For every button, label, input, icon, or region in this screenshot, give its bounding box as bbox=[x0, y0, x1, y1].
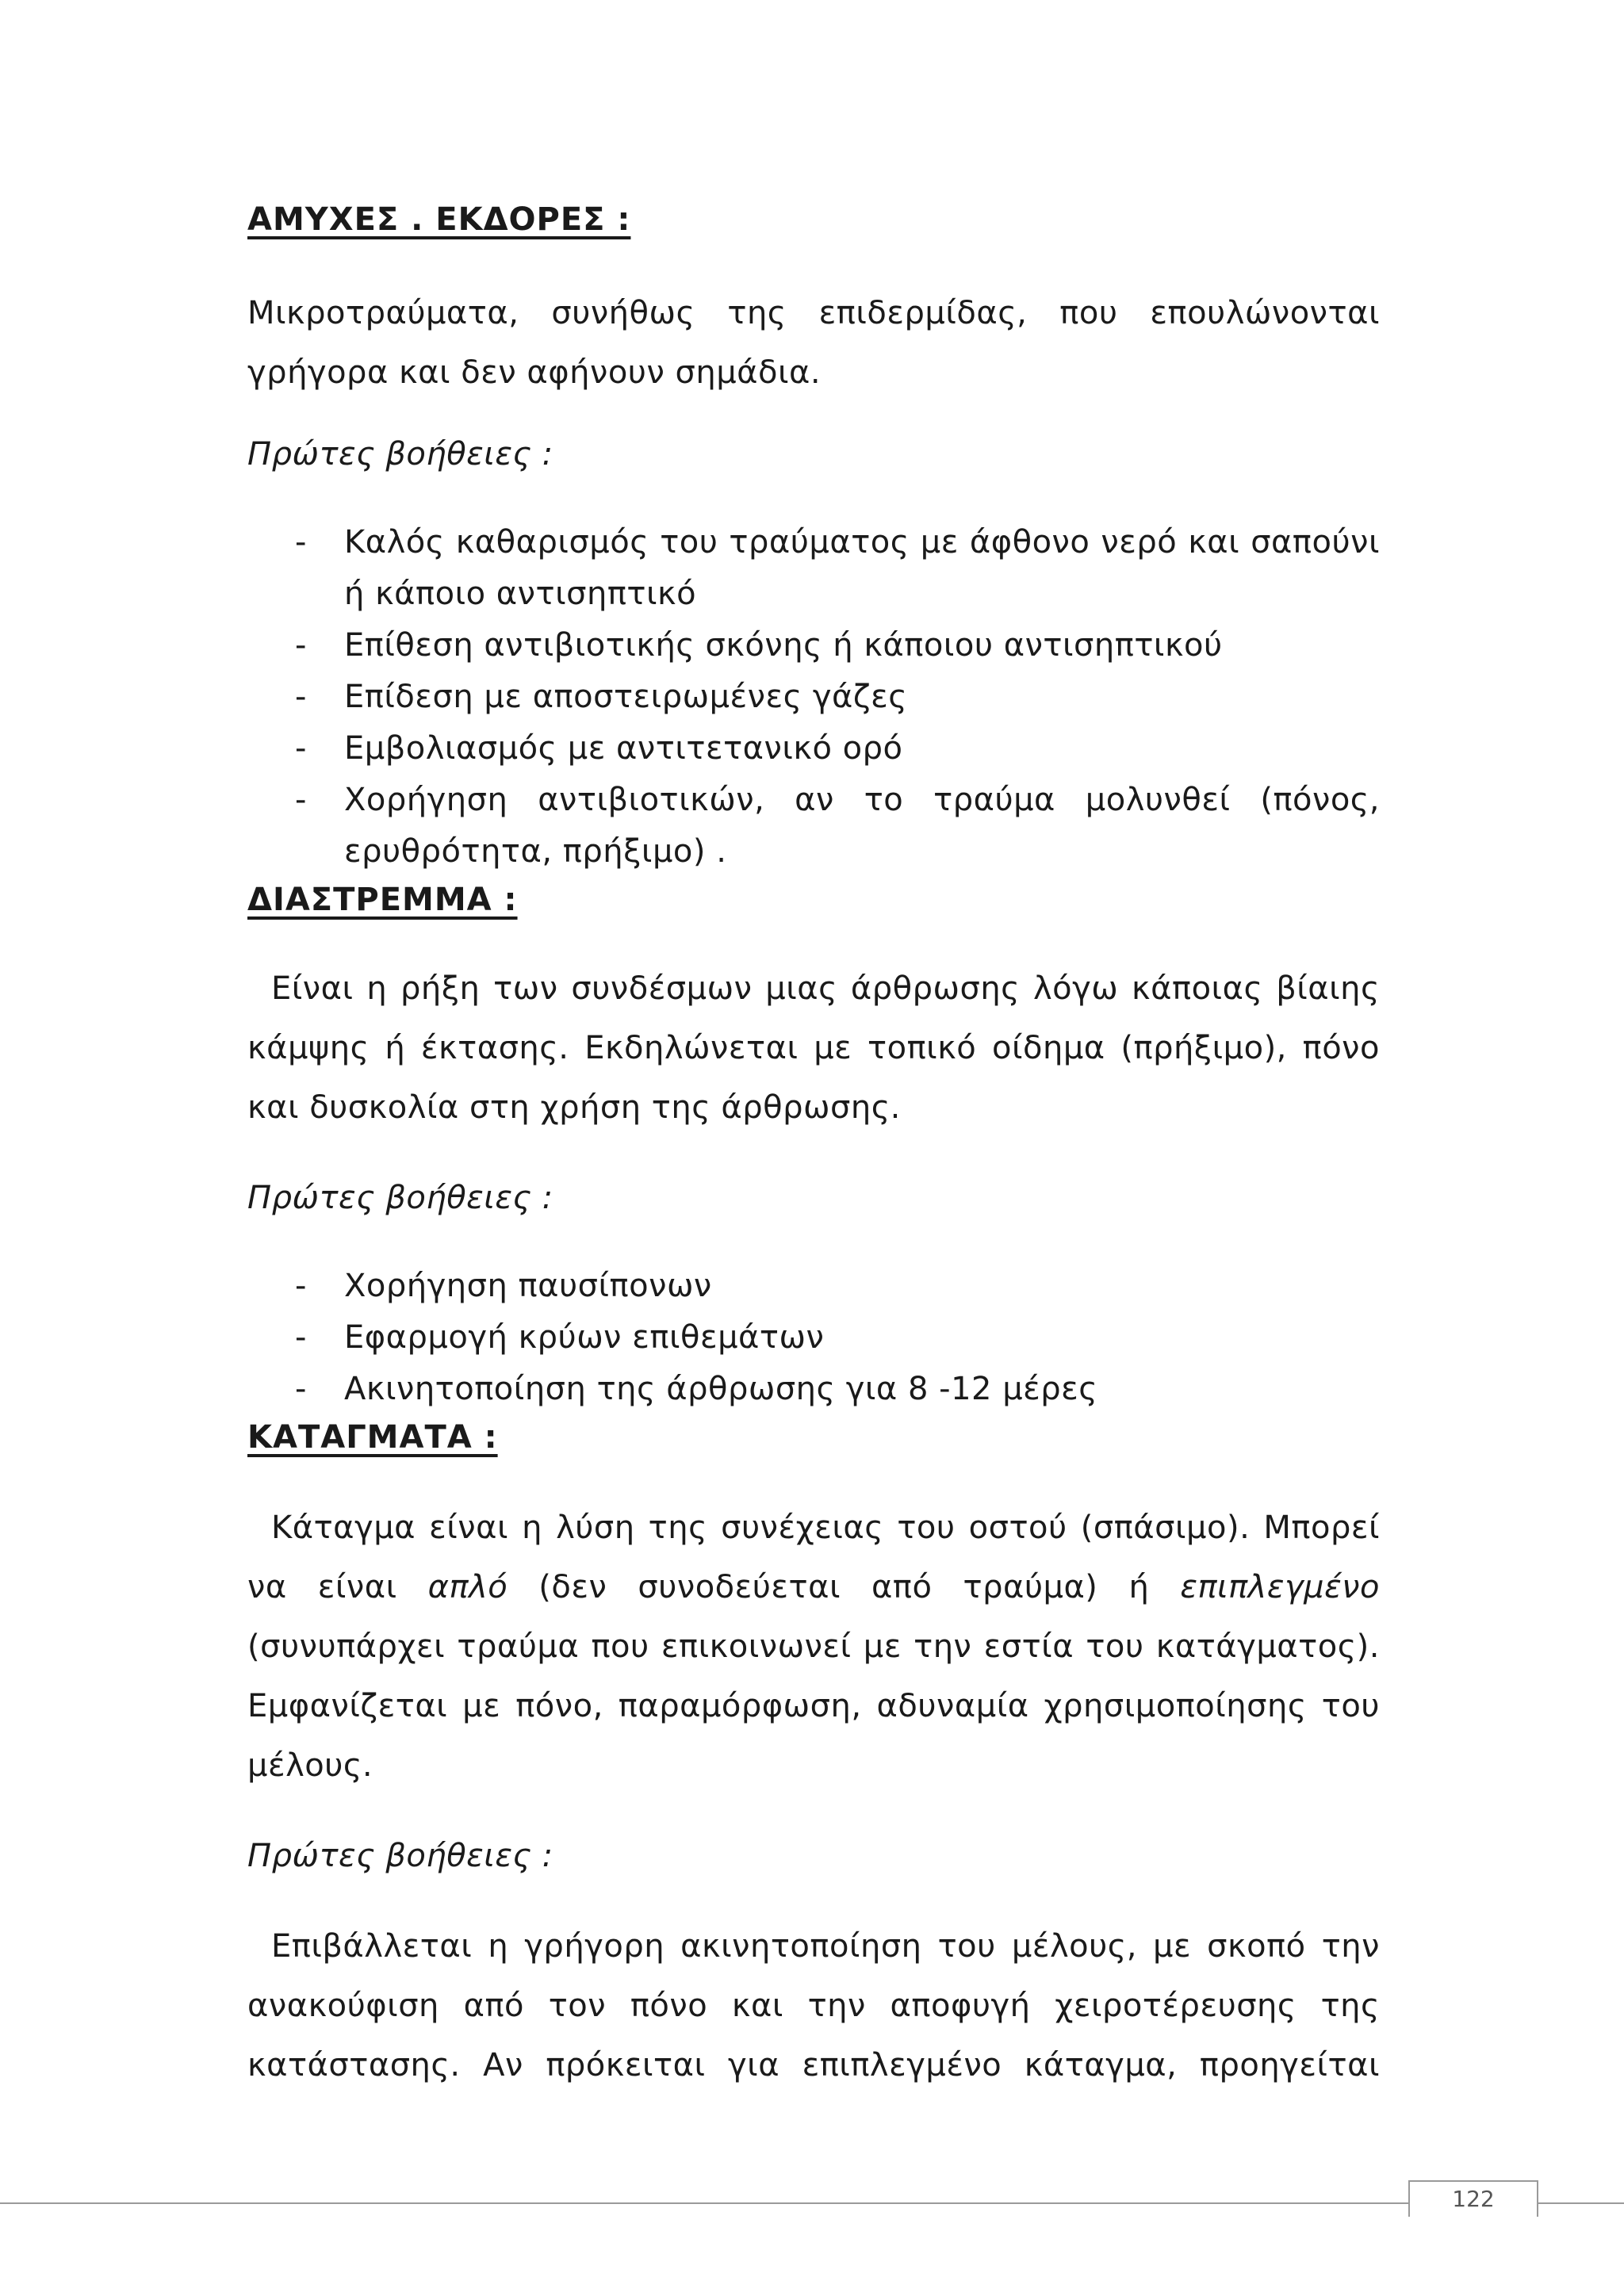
dash-bullet: - bbox=[295, 1319, 307, 1356]
list-item: - Χορήγηση παυσίπονων bbox=[295, 1261, 1380, 1312]
list-item: - Εφαρμογή κρύων επιθεμάτων bbox=[295, 1312, 1380, 1364]
list-item: - Επίθεση αντιβιοτικής σκόνης ή κάποιου αντισηπτικού bbox=[295, 620, 1380, 672]
dash-bullet: - bbox=[295, 627, 307, 664]
first-aid-label: Πρώτες βοήθειες : bbox=[247, 1838, 553, 1874]
paragraph: Μικροτραύματα, συνήθως της επιδερμίδας, που επουλώνονται γρήγορα και δεν αφήνουν σημάδια. bbox=[247, 295, 1380, 391]
first-aid-label: Πρώτες βοήθειες : bbox=[247, 1180, 553, 1216]
paragraph: Είναι η ρήξη των συνδέσμων μιας άρθρωσης λόγω κάποιας βίαιης κάμψης ή έκτασης. Εκδηλώνεται με τοπικό οίδημα (πρήξιμο), πόνο και δυσκολία στη χρήση της άρθρωσης. bbox=[247, 970, 1380, 1126]
list-item: - Εμβολιασμός με αντιτετανικό ορό bbox=[295, 723, 1380, 775]
dash-bullet: - bbox=[295, 730, 307, 767]
list-item: - Καλός καθαρισμός του τραύματος με άφθονο νερό και σαπούνι ή κάποιο αντισηπτικό bbox=[295, 517, 1380, 620]
section-abrasions-description bbox=[247, 284, 1380, 403]
list-item: - Επίδεση με αποστειρωμένες γάζες bbox=[295, 672, 1380, 723]
first-aid-list-abrasions bbox=[295, 517, 1380, 878]
footer-rule bbox=[0, 2202, 1624, 2204]
list-item: - Χορήγηση αντιβιοτικών, αν το τραύμα μολυνθεί (πόνος, ερυθρότητα, πρήξιμο) . bbox=[295, 775, 1380, 878]
dash-bullet: - bbox=[295, 782, 307, 818]
paragraph: Κάταγμα είναι η λύση της συνέχειας του οστού (σπάσιμο). Μπορεί να είναι απλό (δεν συνοδεύεται από τραύμα) ή επιπλεγμένο (συνυπάρχει τραύμα που επικοινωνεί με την εστία του κατάγματος). Εμφανίζεται με πόνο, παραμόρφωση, αδυναμία χρησιμοποίησης του μέλους. bbox=[247, 1510, 1380, 1784]
section-heading-abrasions: ΑΜΥΧΕΣ . ΕΚΔΟΡΕΣ : bbox=[247, 201, 631, 238]
page-number: 122 bbox=[1408, 2180, 1538, 2217]
dash-bullet: - bbox=[295, 524, 307, 561]
first-aid-label: Πρώτες βοήθειες : bbox=[247, 436, 553, 473]
section-fractures-description bbox=[247, 1498, 1380, 1796]
dash-bullet: - bbox=[295, 1268, 307, 1304]
term-compound: επιπλεγμένο bbox=[1180, 1569, 1380, 1605]
term-simple: απλό bbox=[427, 1569, 508, 1605]
section-fractures-first-aid bbox=[247, 1917, 1380, 2095]
paragraph: Επιβάλλεται η γρήγορη ακινητοποίηση του μέλους, με σκοπό την ανακούφιση από τον πόνο και την αποφυγή χειροτέρευσης της κατάστασης. Αν πρόκειται για επιπλεγμένο κάταγμα, προηγείται bbox=[247, 1928, 1380, 2084]
section-sprain-description bbox=[247, 959, 1380, 1138]
dash-bullet: - bbox=[295, 679, 307, 715]
first-aid-list-sprain bbox=[295, 1261, 1380, 1415]
list-item: - Ακινητοποίηση της άρθρωσης για 8 -12 μέρες bbox=[295, 1364, 1380, 1415]
section-heading-sprain: ΔΙΑΣΤΡΕΜΜΑ : bbox=[247, 882, 518, 918]
section-heading-fractures: ΚΑΤΑΓΜΑΤΑ : bbox=[247, 1419, 498, 1456]
dash-bullet: - bbox=[295, 1371, 307, 1407]
